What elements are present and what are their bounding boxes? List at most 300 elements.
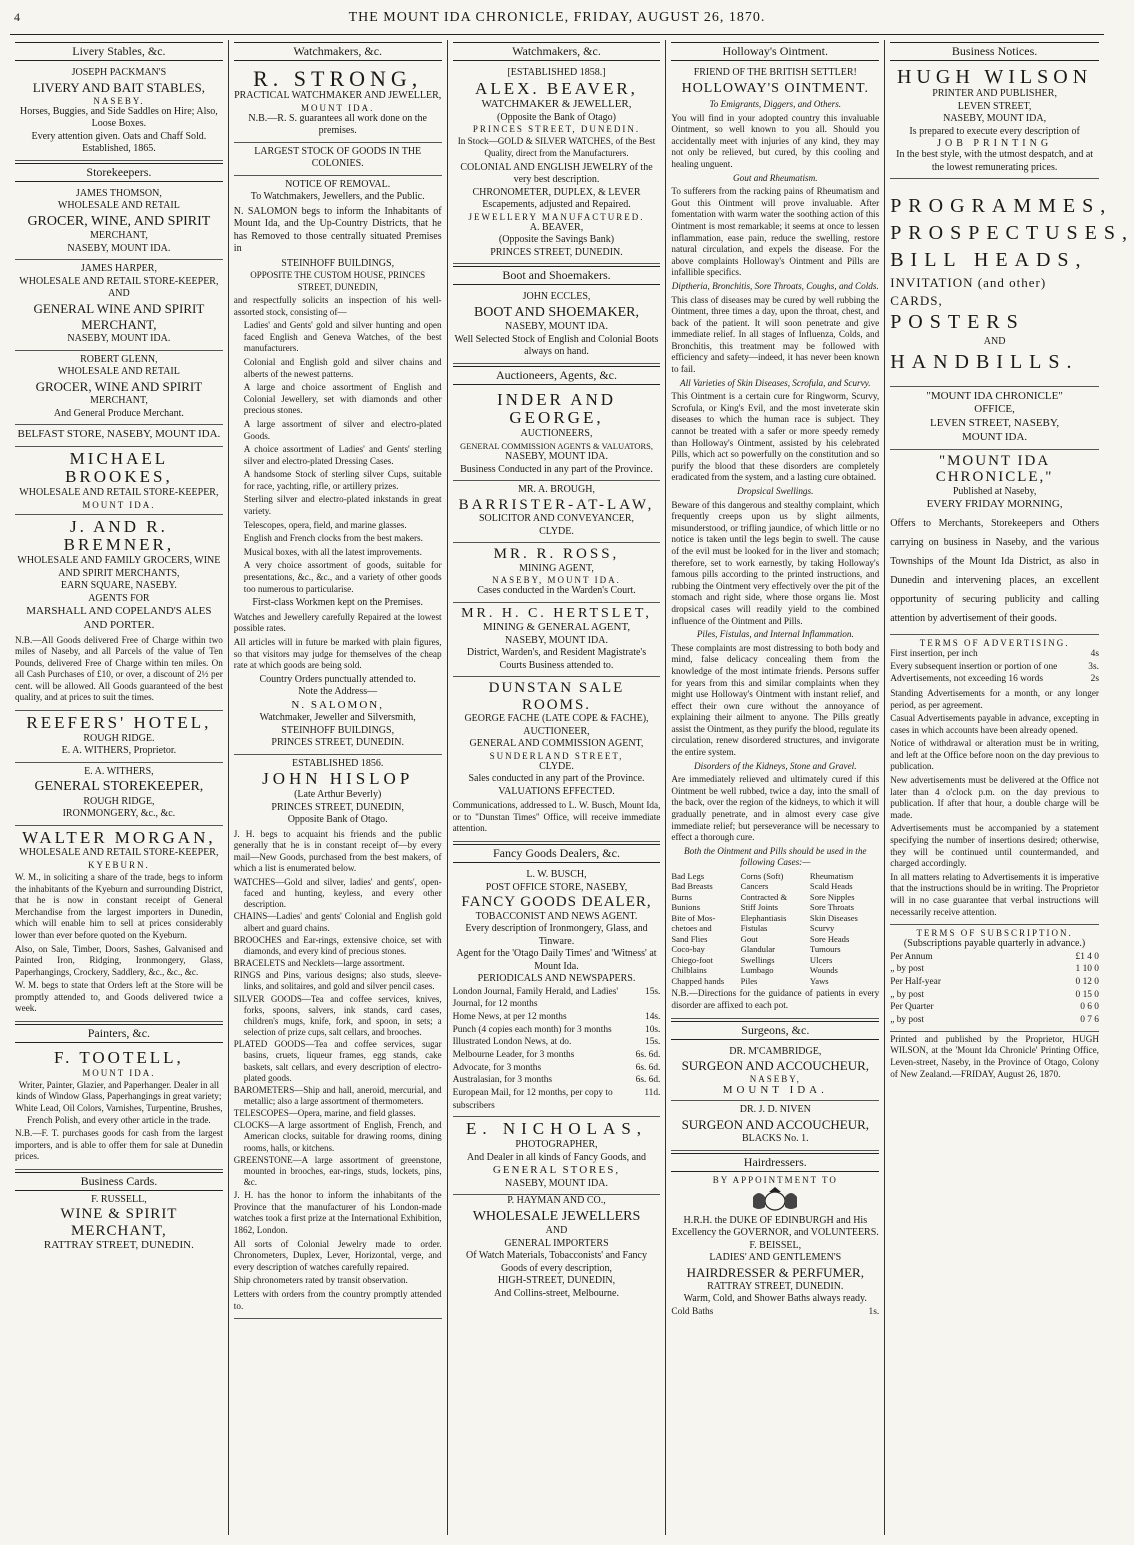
ad-line: MOUNT IDA. [82, 1067, 156, 1078]
case-cell: Bad Legs [671, 871, 705, 881]
ad-body: This class of diseases may be cured by well rubbing the Ointment, three times a day, upon the throat, chest, and back of the patient. It will soon penetrate and give immediate relief. In all stages of Influenza, Colds, and Bronchitis, this treatment may be followed with efficiency and safety—indeed, it has never been known to fail. [671, 294, 880, 375]
ad-line: JOSEPH PACKMAN'S [71, 67, 167, 78]
ad-line: MERCHANT, [89, 230, 148, 242]
ad-morgan [15, 826, 223, 1022]
ad-line: Every description of Ironmongery, Glass, and Tinware. [465, 923, 648, 947]
case-cell: Sore Heads [809, 933, 850, 944]
terms-note: In all matters relating to Advertisements it is imperative that the instructions should be in writing. The Proprietor will in no case guarantee that verbal instructions will necessarily receive attention. [890, 871, 1099, 917]
advertising-rate-row [890, 661, 1099, 674]
ad-line: RATTRAY STREET, DUNEDIN. [707, 1280, 844, 1292]
case-cell: Bite of Mos- [671, 912, 716, 923]
case-cell: Scald Heads [809, 881, 853, 892]
case-cell: Sand Flies [671, 933, 708, 944]
terms-note: Notice of withdrawal or alteration must be in writing, and left at the Office before noon on the day previous to publication. [890, 738, 1099, 772]
section-heading: Surgeons, &c. [671, 1021, 879, 1040]
ad-body: W. M., in soliciting a share of the trade, begs to inform the inhabitants of the Kyeburn and surrounding District, that he is now in constant receipt of General Merchandise from the largest importers in Dunedin, which will enable him to sell at prices considerably lower than ever before quoted on the Kyeburn. [15, 871, 223, 940]
ad-line: N.B.—R. S. guarantees all work done on the premises. [248, 112, 427, 137]
ad-line: NASEBY, MOUNT IDA. [505, 634, 608, 646]
ad-line: MOUNT IDA. [961, 430, 1028, 443]
case-cell: Coco-bay [671, 944, 705, 955]
ad-line: NASEBY. [93, 95, 145, 106]
ad-body: You will find in your adopted country this invaluable Ointment, so well known to you all. Should you accidentally meet with injuries of any kind, they may not only be relieved, but cured, by this cooling and healing unguent. [671, 112, 880, 169]
ad-body: J. H. has the honor to inform the inhabitants of the Province that the manufacturer of his London-made watches took a first prize at the International Exhibition, 1862, London. [233, 1190, 442, 1235]
rate-value: 15s. [645, 1037, 661, 1048]
section-heading: Storekeepers. [15, 163, 223, 182]
stock-item: Telescopes, opera, field, and marine glasses. [243, 519, 407, 530]
ad-line: WATCHMAKER & JEWELLER, [481, 98, 632, 111]
ad-headline: LIVERY AND BAIT STABLES, [32, 79, 206, 95]
ad-line: Sales conducted in any part of the Province. [468, 773, 645, 785]
ad-line: CHRONOMETER, DUPLEX, & LEVER Escapements, adjusted and Repaired. [472, 186, 641, 211]
case-cell: Sore Nipples [809, 891, 855, 902]
case-cell: Sore Throats [809, 902, 854, 913]
ad-line: MINING & GENERAL AGENT, [482, 621, 631, 634]
ad-line: DR. J. D. NIVEN [739, 1104, 811, 1116]
ad-glenn [15, 351, 223, 425]
case-cell: Bunions [671, 902, 701, 913]
ad-tootell [15, 1046, 223, 1170]
ad-salomon [234, 176, 442, 755]
ad-eccles [453, 288, 661, 364]
rate-label: „ by post [890, 964, 925, 975]
rate-value: 0 7 6 [1080, 1015, 1099, 1026]
stock-item: Colonial and English gold and silver chains and alberts of the newest patterns. [243, 356, 442, 379]
case-cell: Scurvy [809, 923, 835, 934]
ad-body: N.B.—All Goods delivered Free of Charge within two miles of Naseby, and all Parcels of the value of Ten Pounds, delivered Free of Charge within ten miles. On all Cash Purchases of £10, or over, a discount of 2½ per cent. will be allowed. All Goods guaranteed of the best quality, and at prices to suit the times. [15, 634, 223, 703]
rate-label: First insertion, per inch [890, 648, 978, 659]
ad-line: E. A. WITHERS, Proprietor. [61, 745, 177, 757]
ad-inder [453, 388, 661, 482]
ad-line: IRONMONGERY, &c., &c. [62, 808, 176, 820]
ad-headline: MR. H. C. HERTSLET, [461, 605, 652, 621]
section-heading: Business Cards. [15, 1172, 223, 1191]
stock-item: BRACELETS and Necklets—large assortment. [233, 958, 405, 969]
masthead [10, 10, 1104, 35]
terms-note: New advertisements must be delivered at the Office not later than 4 o'clock p.m. on the day previous to publication. If after that hour, a double charge will be made. [890, 775, 1099, 820]
ad-line: OPPOSITE THE CUSTOM HOUSE, PRINCES STREET, DUNEDIN, [250, 270, 426, 292]
ad-headline: REEFERS' HOTEL, [26, 713, 212, 733]
case-cell: chetoes and [671, 923, 712, 934]
stock-item: Ladies' and Gents' gold and silver hunting and open faced English and Geneva Watches, of the best manufacturers. [243, 320, 442, 354]
ad-brookes [15, 447, 223, 515]
terms-note: Standing Advertisements for a month, or any longer period, as per agreement. [890, 687, 1099, 710]
ad-line: GENERAL STORES, [492, 1164, 621, 1177]
ad-headline: GROCER, WINE AND SPIRIT [35, 378, 203, 394]
ad-subhead: To Emigrants, Diggers, and Others. [709, 99, 842, 109]
ad-headline: N. SALOMON, [291, 698, 384, 711]
ad-headline: GROCER, WINE, AND SPIRIT [27, 213, 211, 229]
subscription-rate-row [890, 963, 1099, 976]
column-3 [448, 40, 667, 1535]
terms-note: (Subscriptions payable quarterly in advance.) [903, 938, 1086, 950]
ad-line: NASEBY, MOUNT IDA. [505, 321, 608, 333]
ad-body: Also, on Sale, Timber, Doors, Sashes, Galvanised and Painted Iron, Ridging, Ironmongery, Glass, Paperhangings, Crockery, Saddlery, &c., &c., &c. [15, 943, 223, 977]
ad-line: PRINCES STREET, DUNEDIN, [271, 801, 404, 813]
section-heading: Fancy Goods Dealers, &c. [453, 844, 661, 863]
subscription-rates [890, 951, 1099, 1027]
stock-item: Sterling silver and electro-plated inkstands in great variety. [243, 494, 442, 517]
rate-value: 4s [1090, 648, 1099, 659]
section-heading: Painters, &c. [15, 1024, 223, 1043]
royal-crest-icon [747, 1187, 803, 1213]
rate-label: Every subsequent insertion or portion of one [890, 661, 1058, 672]
ad-line: PRACTICAL WATCHMAKER AND JEWELLER, [234, 90, 442, 102]
ad-line: WHOLESALE AND RETAIL [57, 200, 180, 212]
ad-line: MOUNT IDA. [722, 1084, 828, 1097]
case-cell: Contracted & [740, 891, 788, 902]
ad-body: Writer, Painter, Glazier, and Paperhanger. Dealer in all kinds of Window Glass, Paperhangings in great variety; White Lead, Oil Colors, Varnishes, Turpentine, Brushes, French Polish, and every other article in the trade. [15, 1079, 223, 1125]
rate-label: Punch (4 copies each month) for 3 months [452, 1024, 612, 1035]
column-4 [666, 40, 885, 1535]
ad-body: Ship chronometers rated by transit observation. [233, 1275, 408, 1286]
ad-office [890, 387, 1099, 450]
ad-line: MERCHANT, [89, 395, 148, 406]
ad-headline: BELFAST STORE, NASEBY, MOUNT IDA. [17, 428, 221, 440]
ad-line: BY APPOINTMENT TO [712, 1174, 838, 1185]
ad-line: WHOLESALE AND RETAIL [57, 366, 180, 378]
case-cell: Piles [740, 975, 758, 986]
stock-item: A handsome Stock of sterling silver Cups, suitable for race, yachting, rifle, or artillery prizes. [243, 469, 442, 491]
periodical-row [453, 1024, 661, 1037]
advertising-rates [890, 648, 1099, 686]
ad-line: Horses, Buggies, and Side Saddles on Hire; Also, Loose Boxes. [20, 105, 218, 130]
ad-body: Offers to Merchants, Storekeepers and Others carrying on business in Naseby, and the various Townships of the Mount Ida District, as also in Dunedin and intervening places, an excellent opportunity of securing publicity and calling attention by advertisement of their goods. [890, 517, 1099, 624]
ad-line: P. HAYMAN AND CO., [507, 1195, 606, 1207]
ad-line: Cases conducted in the Warden's Court. [477, 585, 636, 597]
terms-note: Advertisements must be accompanied by a statement specifying the number of insertions desired; otherwise, they will be continued until countermanded, and charged accordingly. [890, 823, 1099, 869]
ad-headline: HAIRDRESSER & PERFUMER, [686, 1264, 864, 1280]
rate-label: European Mail, for 12 months, per copy to subscribers [452, 1088, 613, 1111]
ad-body: This Ointment is a certain cure for Ringworm, Scurvy, Scrofula, or King's Evil, and the most inveterate skin diseases to which the human race is subject. They cannot be treated with a safer or more speedy remedy than Holloway's Ointment, assisted by his celebrated Pills, which act so powerfully on the constitution and so purify the blood that these disorders are completely eradicated from the system, and a lasting cure obtained. [671, 391, 880, 483]
case-cell: Bad Breasts [671, 881, 713, 892]
ad-headline: BILL HEADS, [890, 249, 1088, 271]
ad-line: WHOLESALE AND FAMILY GROCERS, WINE AND SPIRIT MERCHANTS, [17, 555, 221, 579]
periodical-row [453, 1011, 661, 1024]
stock-item: A choice assortment of Ladies' and Gents' sterling silver and electro-plated Dressing Cases. [243, 444, 442, 466]
ad-headline: PROGRAMMES, [890, 195, 1113, 217]
ad-line: JOHN ECCLES, [522, 291, 591, 303]
newspaper-title: THE MOUNT IDA CHRONICLE, FRIDAY, AUGUST 26, 1870. [348, 10, 766, 25]
ad-strong [234, 64, 442, 143]
ad-line: F. BEISSEL, [749, 1239, 802, 1251]
ad-line: ROUGH RIDGE. [83, 732, 155, 744]
ad-line: (Opposite the Savings Bank) [498, 234, 615, 246]
ad-holloway [671, 64, 879, 1019]
ad-line: PHOTOGRAPHER, [515, 1139, 598, 1151]
advertising-rate-row [890, 673, 1099, 686]
ad-line: AGENTS FOR [88, 592, 150, 604]
ad-line: Well Selected Stock of English and Colonial Boots always on hand. [454, 333, 659, 358]
ad-line: POST OFFICE STORE, NASEBY, [485, 881, 628, 893]
rate-label: Melbourne Leader, for 3 months [452, 1049, 575, 1060]
ad-line: GENERAL COMMISSION AGENTS & VALUATORS, [459, 440, 654, 451]
ad-line: Every attention given. Oats and Chaff Sold. Established, 1865. [31, 130, 207, 155]
case-cell: Corns (Soft) [740, 871, 784, 881]
ad-line: EARN SQUARE, NASEBY. [60, 580, 177, 591]
rate-label: Per Quarter [890, 1002, 934, 1013]
case-cell: Yaws [809, 975, 829, 986]
ad-line: NASEBY, MOUNT IDA. [67, 242, 171, 254]
ad-line: NASEBY, MOUNT IDA. [67, 333, 171, 345]
advertising-rate-row [890, 648, 1099, 661]
case-cell: Chiego-foot [671, 954, 713, 965]
ad-line: E. A. WITHERS, [84, 765, 154, 777]
ad-subhead: Disorders of the Kidneys, Stone and Gravel. [694, 760, 857, 771]
ad-body: and respectfully solicits an inspection of his well-assorted stock, consisting of— [233, 294, 442, 317]
rate-value: 0 12 0 [1075, 977, 1099, 988]
ad-headline: BOOT AND SHOEMAKER, [473, 304, 640, 320]
rate-value: 6s. 6d. [635, 1062, 661, 1073]
stock-item: CLOCKS—A large assortment of English, French, and American clocks, suitable for drawing rooms, dining rooms, halls, or kitchens. [233, 1120, 442, 1153]
periodicals-list [453, 986, 661, 1113]
ad-line: Watchmaker, Jeweller and Silversmith, [259, 712, 416, 724]
stock-item: SILVER GOODS—Tea and coffee services, knives, forks, spoons, salvers, ink stands, card cases, children's mugs, knife, fork, and spoon, in sets; a selection of prize cups, salt cellars, and brooches. [233, 993, 442, 1038]
ad-line: JAMES THOMSON, [75, 187, 162, 199]
ad-line: In the best style, with the utmost despatch, and at the lowest remunerating prices. [896, 149, 1094, 173]
ad-beissel [671, 1175, 879, 1319]
case-cell: Cancers [740, 881, 769, 892]
periodical-row [453, 1062, 661, 1075]
ad-line: NOTICE OF REMOVAL. [285, 178, 391, 190]
ad-harper [15, 260, 223, 351]
section-heading: Livery Stables, &c. [15, 42, 223, 61]
ad-body: N.B.—F. T. purchases goods for cash from the largest importers, and is able to offer them for sale at Dunedin prices. [15, 1128, 223, 1162]
case-cell: Ulcers [809, 954, 833, 965]
stock-item: RINGS and Pins, various designs; also studs, sleeve-links, and solitaires, and gold and silver pencil cases. [233, 970, 442, 992]
rate-value: 2s [1090, 674, 1099, 685]
case-cell: Gout [740, 933, 758, 944]
subscription-rate-row [890, 1001, 1099, 1014]
ad-mccambridge [671, 1043, 879, 1102]
ad-body: All articles will in future be marked with plain figures, so that visitors may judge for themselves of the cheap rate at which goods are being sold. [233, 636, 442, 671]
ad-hertslet [453, 603, 661, 678]
ad-line: PRINCES STREET, DUNEDIN. [472, 124, 641, 135]
ad-body: N.B.—Directions for the guidance of patients in every disorder are affixed to each pot. [671, 988, 880, 1010]
stock-item: Musical boxes, with all the latest improvements. [243, 546, 422, 557]
ad-line: STEINHOFF BUILDINGS, [281, 257, 395, 269]
ad-body: To sufferers from the racking pains of Rheumatism and Gout this Ointment will prove invaluable. After fomentation with warm water the soothing action of this Ointment is most remarkable; it seems at once to lessen inflammation, ease pain, reduce the swelling, restore natural circulation, and expels the disease. For the above complaints Holloway's Ointment and Pills are infallible specifics. [671, 186, 880, 278]
ad-subhead: Both the Ointment and Pills should be used in the following Cases:— [684, 845, 867, 868]
rate-label: Per Annum [890, 951, 933, 962]
section-heading: Business Notices. [890, 42, 1099, 61]
case-cell: Rheumatism [809, 871, 854, 881]
ad-headline: J. AND R. BREMNER, [63, 516, 175, 555]
ad-line: (Opposite the Bank of Otago) [497, 111, 616, 123]
stock-item: English and French clocks from the best makers. [243, 533, 423, 544]
ad-hayman [453, 1195, 661, 1300]
ad-chronicle [890, 450, 1099, 635]
ad-line: MR. A. BROUGH, [518, 484, 595, 496]
ad-headline: R. STRONG, [253, 66, 423, 91]
rate-label: Home News, at per 12 months [452, 1011, 567, 1022]
ad-headline: POSTERS [890, 311, 1025, 334]
rate-label: Advocate, for 3 months [452, 1062, 542, 1073]
ad-line: JOB PRINTING [937, 138, 1053, 149]
periodical-row [453, 1049, 661, 1062]
ad-line: AUCTIONEERS, [520, 428, 593, 439]
ad-headline: ALEX. BEAVER, [475, 78, 638, 98]
ad-headline: GENERAL STOREKEEPER, [34, 779, 204, 795]
ad-headline: HANDBILLS. [890, 350, 1079, 373]
stock-item: BROOCHES and Ear-rings, extensive choice, set with diamonds, and every kind of precious stones. [233, 934, 442, 956]
ad-body: These complaints are most distressing to both body and mind, false delicacy concealing them from the knowledge of the most intimate friends. Persons suffer for years from this and similar complaints when they might use Holloway's Ointment with instant relief, and effect their own cure without the annoyance of explaining their ailment to anyone. The Pills greatly assist the Ointment, as they purify the blood, regulate its circulation, renew disordered structures, and invigorate the entire system. [671, 642, 880, 758]
ad-line: (Late Arthur Beverly) [294, 789, 382, 801]
printer-imprint: Printed and published by the Proprietor, HUGH WILSON, at the 'Mount Ida Chronicle' Printing Office, Leven-street, Naseby, in the Province of Otago, Colony of New Zealand.—FRIDAY, August 26, 1870. [890, 1033, 1099, 1079]
ad-line: LEVEN STREET, [957, 100, 1032, 112]
ad-line: Published at Naseby, [952, 485, 1037, 497]
ad-line: LEVEN STREET, NASEBY, [930, 417, 1060, 430]
ad-brough [453, 481, 661, 543]
ad-subhead: Diptheria, Bronchitis, Sore Throats, Coughs, and Colds. [671, 280, 879, 291]
rate-label: Cold Baths [671, 1306, 714, 1317]
ad-line: CLYDE. [539, 760, 574, 772]
ad-line: ESTABLISHED 1856. [291, 757, 384, 769]
rate-value: 6s. 6d. [635, 1049, 661, 1060]
section-heading: Auctioneers, Agents, &c. [453, 366, 661, 385]
ad-line: NASEBY, MOUNT IDA. [505, 451, 608, 463]
ad-headline: WHOLESALE JEWELLERS [472, 1208, 641, 1224]
terms-heading: TERMS OF ADVERTISING. [919, 637, 1070, 648]
ad-headline: WINE & SPIRIT MERCHANT, [60, 1206, 178, 1239]
case-cell: Chapped hands [671, 975, 725, 986]
rate-value: 15s. [645, 986, 661, 997]
ad-line: Agent for the 'Otago Daily Times' and 'Witness' at Mount Ida. [456, 948, 657, 972]
ad-nicholas [453, 1117, 661, 1195]
stock-item: PLATED GOODS—Tea and coffee services, sugar basins, cruets, liqueur frames, egg stands, cake baskets, salt cellars, and every description of electro-plated goods. [233, 1039, 442, 1083]
rate-value: 3s. [1088, 661, 1099, 672]
rate-value: 14s. [645, 1011, 661, 1022]
case-cell: Tumours [809, 944, 841, 955]
ad-belfast [15, 425, 223, 447]
ad-headline: DUNSTAN SALE ROOMS. [488, 680, 625, 713]
ad-headline: INDER AND GEORGE, [496, 389, 617, 428]
ad-line: SOLICITOR AND CONVEYANCER, [478, 513, 635, 525]
stock-item: A large and choice assortment of English and Colonial Jewellery, set with diamonds and other precious stones. [243, 382, 442, 416]
ad-printing-list [890, 179, 1134, 387]
ad-headline: JOHN HISLOP [262, 769, 414, 789]
ad-headline: MR. R. ROSS, [493, 546, 620, 563]
ad-body: Beware of this dangerous and stealthy complaint, which frequently creeps upon us by slight ailments, misunderstood, or trifling jaundice, of which little or no notice is taken until the legs begin to swell. The cause of the evil must be looked for in the liver and stomach; therefore, set to work earnestly, by taking Holloway's famous pills according to the printed instructions, and rubbing the Ointment very effectively over the pit of the stomach and right side, where those organs lie. Most dropsical cases will readily yield to the combined influence of the Ointment and Pills. [671, 499, 880, 626]
ad-line: FRIEND OF THE BRITISH SETTLER! [693, 67, 857, 78]
subscription-rate-row [890, 1014, 1099, 1027]
column-5 [885, 40, 1134, 1535]
section-heading: Holloway's Ointment. [671, 42, 879, 61]
ad-subhead: Dropsical Swellings. [737, 486, 814, 496]
ad-line: VALUATIONS EFFECTED. [498, 785, 615, 797]
case-cell: Burns [671, 891, 692, 902]
ad-line: Opposite Bank of Otago. [287, 814, 388, 826]
ad-line: Warm, Cold, and Shower Baths always ready. [683, 1293, 867, 1305]
ad-line: Business Conducted in any part of the Province. [460, 463, 653, 475]
section-heading: Watchmakers, &c. [453, 42, 661, 61]
ad-headline: SURGEON AND ACCOUCHEUR, [681, 1116, 870, 1132]
ad-line: NASEBY, MOUNT IDA. [492, 575, 621, 586]
ad-headline: SURGEON AND ACCOUCHEUR, [681, 1058, 870, 1074]
case-cell: Glandular [740, 944, 776, 955]
ad-niven [671, 1101, 879, 1150]
ad-line: F. RUSSELL, [91, 1193, 147, 1205]
ad-line: WHOLESALE AND RETAIL STORE-KEEPER, AND [19, 275, 219, 300]
rate-value: £1 4 0 [1075, 951, 1099, 962]
ad-line: JAMES HARPER, [80, 263, 157, 275]
ad-headline: PROSPECTUSES, [890, 222, 1134, 244]
ad-line: NASEBY, MOUNT IDA. [505, 1177, 608, 1189]
ad-line: SUNDERLAND STREET, [489, 750, 624, 761]
stock-item: CHAINS—Ladies' and gents' Colonial and English gold albert and guard chains. [233, 911, 442, 933]
ad-subhead: Piles, Fistulas, and Internal Inflammation. [696, 629, 854, 640]
ad-line: Country Orders punctually attended to. [259, 673, 416, 685]
ad-withers [15, 763, 223, 826]
ad-line: MARSHALL AND COPELAND'S ALES AND PORTER. [26, 605, 212, 631]
ad-body: W. M. begs to state that Orders left at the Store will be promptly attended to, and Goods delivered twice a week. [15, 980, 223, 1014]
stock-item: TELESCOPES—Opera, marine, and field glasses. [233, 1108, 416, 1119]
ad-line: A. BEAVER, [529, 221, 584, 233]
rate-value: 0 6 0 [1080, 1002, 1099, 1013]
ad-line: First-class Workmen kept on the Premises. [252, 597, 424, 609]
case-cell: Stiff Joints [740, 902, 778, 913]
ad-line: BLACKS No. 1. [741, 1133, 809, 1145]
ad-body: In Stock—GOLD & SILVER WATCHES, of the Best Quality, direct from the Manufacturers. [457, 136, 656, 159]
periodical-row [453, 1087, 661, 1112]
ad-body: N. SALOMON begs to inform the Inhabitants of Mount Ida, and the Up-Country Districts, that he has Removed to those centrally situated Premises in [233, 205, 442, 255]
ad-body: J. H. begs to acquaint his friends and the public generally that he is in constant receipt of—by every mail—New Goods, purchased from the best makers, of which a list is enumerated below. [233, 828, 442, 874]
ad-line: PERIODICALS AND NEWSPAPERS. [477, 973, 636, 985]
ad-largest-stock [234, 143, 442, 176]
ad-hislop [234, 755, 442, 1319]
terms-heading: TERMS OF SUBSCRIPTION. [916, 928, 1073, 939]
stock-item: GREENSTONE—A large assortment of greenstone, mounted in brooches, ear-rings, studs, lockets, pins, &c. [233, 1154, 442, 1188]
stock-item: BAROMETERS—Ship and hall, aneroid, mercurial, and metallic; also a large assortment of thermometers. [233, 1084, 442, 1106]
ad-reefers [15, 711, 223, 763]
ad-headline: HUGH WILSON [896, 66, 1093, 88]
case-cell: Skin Diseases [809, 912, 858, 923]
ad-body: Letters with orders from the country promptly attended to. [233, 1288, 442, 1311]
ad-line: AND [983, 336, 1006, 348]
rate-value: 1s. [868, 1306, 880, 1317]
ad-body: Are immediately relieved and ultimately cured if this Ointment be well rubbed, twice a day, into the small of the back, over the region of the kidneys, to which it will gradually penetrate, and in almost every case give immediate relief; but perseverance will be necessary to effect a thorough cure. [671, 774, 880, 843]
column-1 [10, 40, 229, 1535]
ad-line: District, Warden's, and Resident Magistrate's Courts Business attended to. [466, 647, 647, 671]
stock-item: A very choice assortment of goods, suitable for presentations, &c., &c., and a variety of other goods too numerous to particularise. [243, 560, 442, 594]
ad-headline: MICHAEL BROOKES, [65, 448, 173, 487]
ad-headline: INVITATION (and other) CARDS, [890, 275, 1047, 308]
case-cell: Elephantiasis [740, 912, 787, 923]
case-cell: Swellings [740, 954, 775, 965]
ad-line: ROUGH RIDGE, [83, 795, 155, 807]
stock-item: WATCHES—Gold and silver, ladies' and gents', open-faced and hunting, keyless, and every other description. [233, 877, 442, 910]
ad-headline: FANCY GOODS DEALER, [461, 894, 652, 911]
ad-line: RATTRAY STREET, DUNEDIN. [43, 1239, 194, 1252]
section-heading: Boot and Shoemakers. [453, 266, 661, 285]
ad-line: EVERY FRIDAY MORNING, [926, 498, 1063, 511]
ad-line: ROBERT GLENN, [80, 353, 158, 365]
rate-value: 11d. [644, 1088, 661, 1099]
ad-line: AND [545, 1225, 568, 1237]
ad-line: "MOUNT IDA CHRONICLE" [926, 389, 1063, 402]
ad-line: PRINCES STREET, DUNEDIN. [271, 737, 404, 749]
ad-line: GENERAL AND COMMISSION AGENT, [469, 738, 644, 750]
rate-label: „ by post [890, 989, 925, 1000]
ad-line: STEINHOFF BUILDINGS, [281, 724, 395, 736]
ad-line: And Dealer in all kinds of Fancy Goods, and [466, 1151, 647, 1163]
rate-label: Advertisements, not exceeding 16 words [890, 674, 1044, 685]
ad-line: DR. M'CAMBRIDGE, [729, 1045, 822, 1057]
ad-line: NASEBY, MOUNT IDA, [943, 113, 1047, 124]
ad-ross [453, 543, 661, 603]
ad-body: Watches and Jewellery carefully Repaired at the lowest possible rates. [233, 611, 442, 634]
rate-label: Illustrated London News, at do. [452, 1037, 572, 1048]
ad-line: COLONIAL AND ENGLISH JEWELRY of the very best description. [460, 161, 653, 186]
